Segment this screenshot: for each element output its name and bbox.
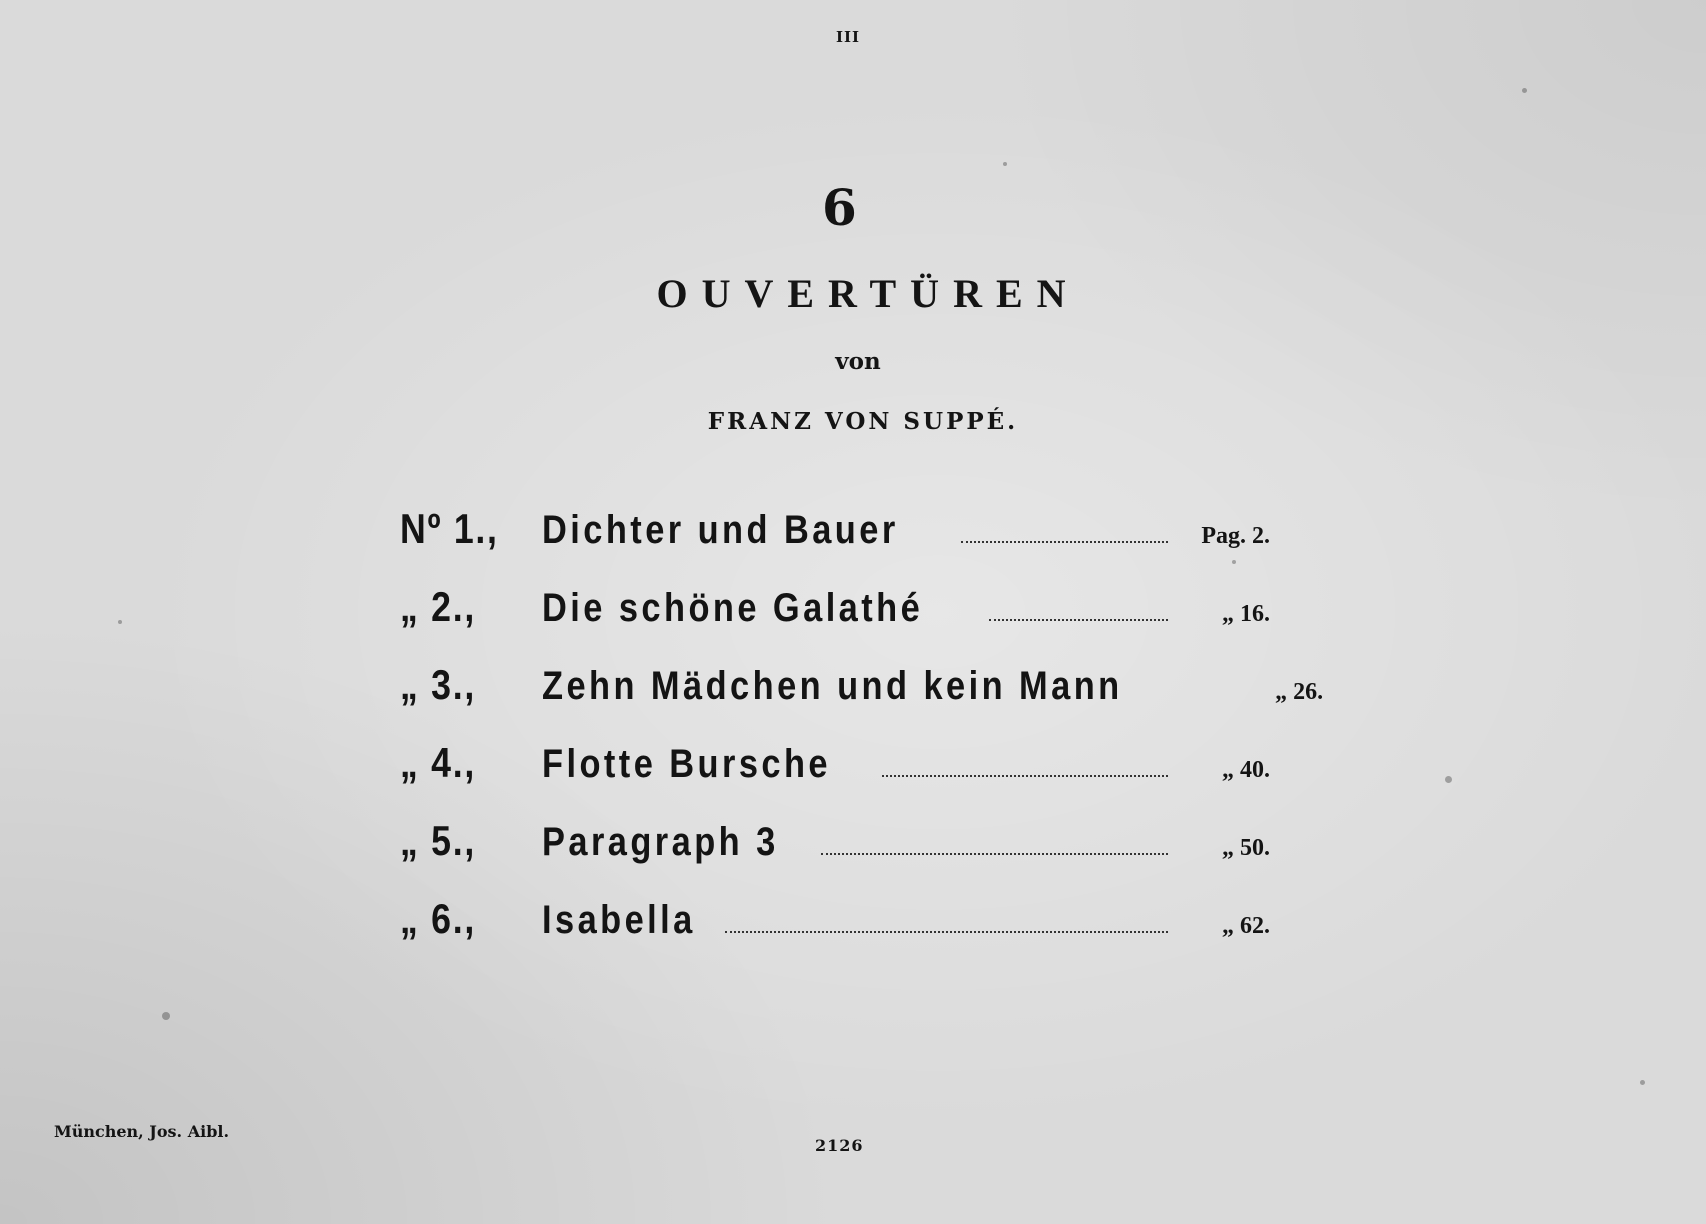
- toc-entry-number: „ 3.,: [400, 661, 476, 708]
- paper-speck: [1003, 162, 1007, 166]
- paper-speck: [162, 1012, 170, 1020]
- page-title: OUVERTÜREN: [656, 271, 1080, 316]
- toc-entry-title: Isabella: [542, 898, 696, 942]
- toc-entry-number: „ 5.,: [400, 817, 476, 864]
- dot-leader: [961, 540, 1168, 543]
- toc-entry: [400, 895, 1270, 973]
- table-of-contents: [400, 505, 1324, 973]
- toc-entry-page: „ 16.: [1222, 601, 1270, 627]
- toc-entry-title: Dichter und Bauer: [542, 508, 899, 552]
- toc-entry: [400, 583, 1270, 661]
- dot-leader: [882, 774, 1168, 777]
- overture-count: 6: [822, 178, 857, 237]
- paper-speck: [1640, 1080, 1645, 1085]
- toc-entry-page: „ 50.: [1222, 835, 1270, 861]
- dot-leader: [821, 852, 1168, 855]
- by-line: von: [835, 348, 881, 375]
- paper-speck: [1445, 776, 1452, 783]
- page-number: III: [836, 28, 861, 46]
- toc-entry-page: „ 62.: [1222, 913, 1270, 939]
- toc-entry-title: Paragraph 3: [542, 820, 779, 864]
- toc-entry-number: „ 6.,: [400, 895, 476, 942]
- toc-entry-number: „ 4.,: [400, 739, 476, 786]
- dot-leader: [989, 618, 1168, 621]
- toc-entry: [400, 739, 1270, 817]
- toc-entry: [400, 505, 1270, 583]
- toc-entry-page: „ 40.: [1222, 757, 1270, 783]
- plate-number: 2126: [815, 1136, 864, 1155]
- toc-entry-title: Flotte Bursche: [542, 742, 832, 786]
- paper-speck: [118, 620, 122, 624]
- dot-leader: [725, 930, 1168, 933]
- paper-speck: [1522, 88, 1527, 93]
- composer-name: FRANZ VON SUPPÉ.: [707, 408, 1019, 435]
- toc-entry-title: Die schöne Galathé: [542, 586, 924, 630]
- publisher-imprint: München, Jos. Aibl.: [54, 1122, 230, 1141]
- toc-entry-page: „ 26.: [1275, 679, 1324, 705]
- toc-entry-title: Zehn Mädchen und kein Mann: [542, 664, 1123, 708]
- toc-entry-number: Nº 1.,: [400, 505, 499, 552]
- toc-entry: [400, 817, 1270, 895]
- toc-entry: [400, 661, 1324, 739]
- toc-entry-number: „ 2.,: [400, 583, 476, 630]
- toc-entry-page: Pag. 2.: [1201, 523, 1270, 549]
